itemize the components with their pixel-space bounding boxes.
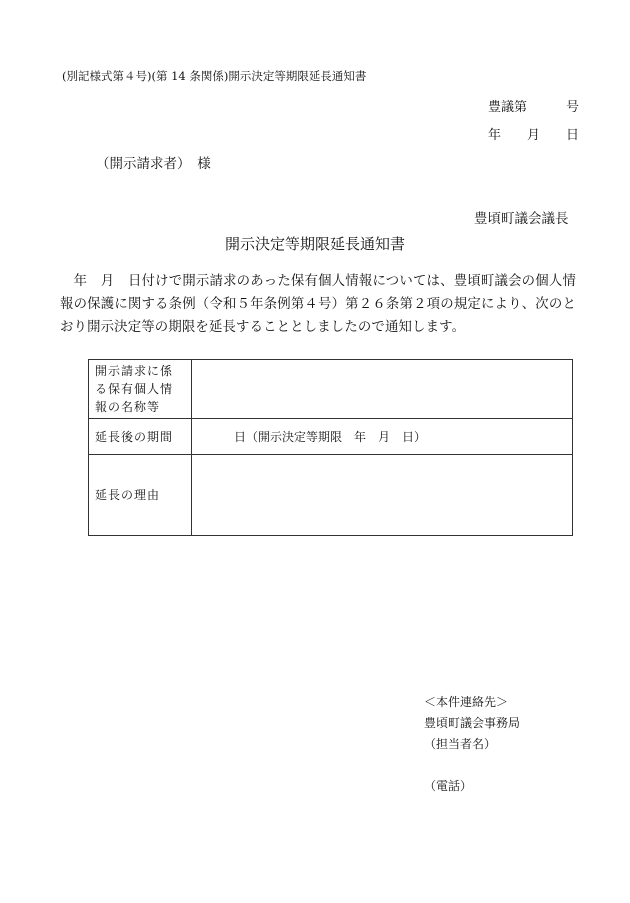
sender: 豊頃町議会議長 bbox=[474, 211, 569, 227]
form-label: (別記様式第４号)(第 14 条関係)開示決定等期限延長通知書 bbox=[62, 69, 367, 83]
table-row bbox=[89, 419, 573, 455]
contact-person: （担当者名） bbox=[424, 737, 497, 751]
info-table bbox=[88, 359, 573, 536]
body-paragraph: 年 月 日付けで開示請求のあった保有個人情報については、豊頃町議会の個人情報の保護に関する条例（令和５年条例第４号）第２６条第２項の規定により、次のとおり開示決定等の期限を延長することとしましたので通知します。 bbox=[60, 274, 576, 335]
contact-office: 豊頃町議会事務局 bbox=[424, 716, 521, 730]
contact-block bbox=[424, 692, 520, 797]
document-date: 年 月 日 bbox=[488, 128, 580, 143]
row-label-info-name: 開示請求に係る保有個人情報の名称等 bbox=[89, 360, 192, 419]
document-title: 開示決定等期限延長通知書 bbox=[224, 235, 405, 253]
row-value-extended-period: 日（開示決定等期限 年 月 日） bbox=[192, 419, 573, 455]
recipient: （開示請求者） 様 bbox=[96, 156, 211, 172]
document-number: 豊議第 号 bbox=[488, 100, 580, 115]
contact-spacer bbox=[424, 755, 520, 776]
contact-heading: ＜本件連絡先＞ bbox=[424, 695, 509, 709]
table-row bbox=[89, 455, 573, 536]
row-label-extended-period: 延長後の期間 bbox=[89, 419, 192, 455]
row-label-extension-reason: 延長の理由 bbox=[89, 455, 192, 536]
contact-phone: （電話） bbox=[424, 779, 473, 793]
row-value-info-name bbox=[192, 360, 573, 419]
table-row bbox=[89, 360, 573, 419]
row-value-extension-reason bbox=[192, 455, 573, 536]
